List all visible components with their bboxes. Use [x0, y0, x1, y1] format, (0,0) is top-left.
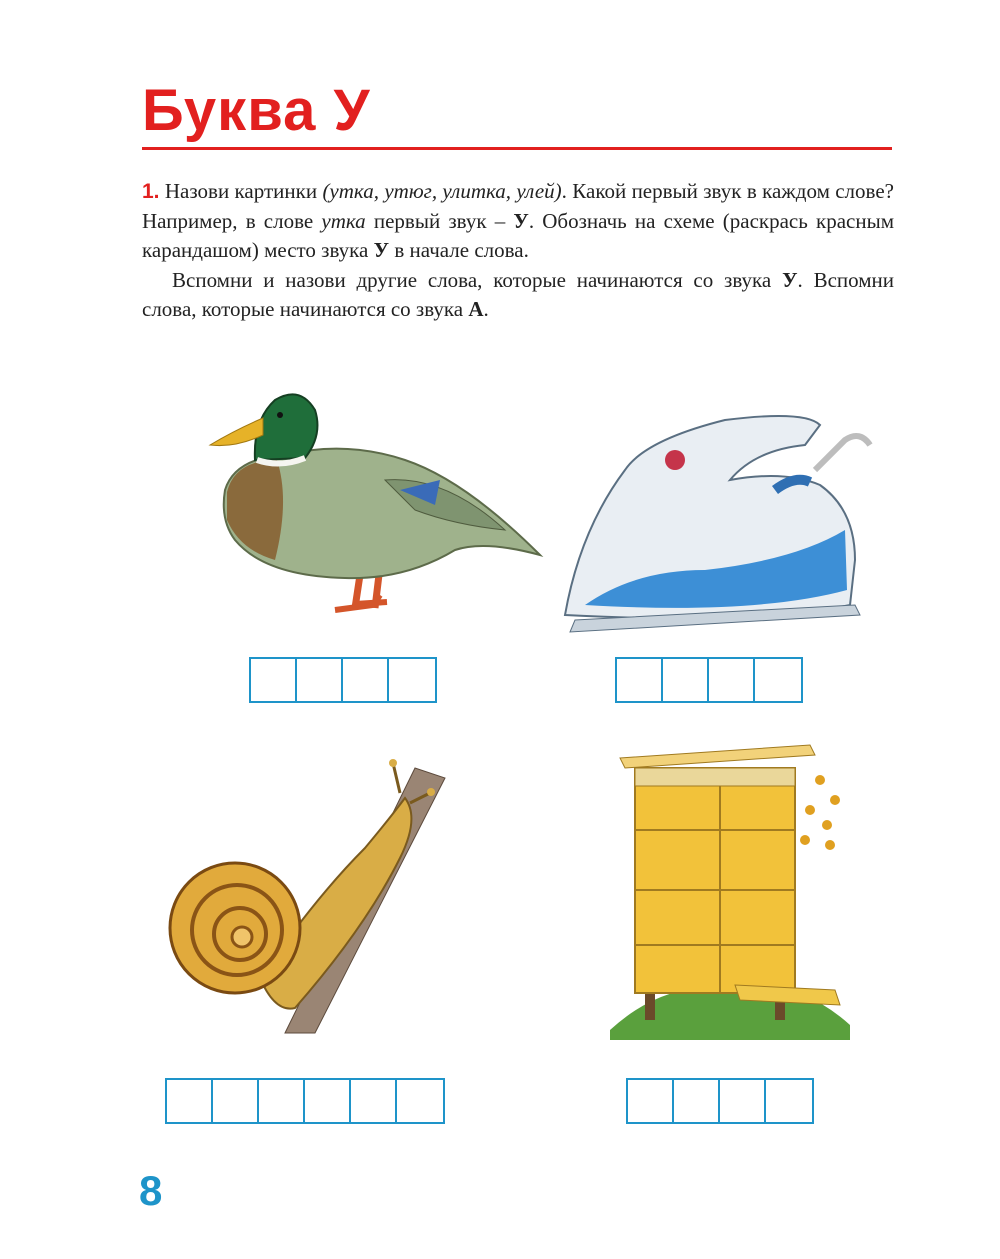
sound-scheme-utka [249, 657, 437, 703]
sound-cell[interactable] [617, 659, 663, 701]
sound-cell[interactable] [755, 659, 801, 701]
sound-cell[interactable] [709, 659, 755, 701]
sound-cell[interactable] [305, 1080, 351, 1122]
task-paragraph-2 [142, 266, 894, 325]
sound-cell[interactable] [213, 1080, 259, 1122]
sound-cell[interactable] [720, 1080, 766, 1122]
sound-cell[interactable] [674, 1080, 720, 1122]
duck-illustration [205, 380, 545, 620]
task-text: Вспомни и назови другие слова, которые начинаются со звука [172, 267, 783, 292]
task-text: . Вспомни слова, которые начинаются со звука [142, 267, 894, 321]
task-words: (утка, утюг, улитка, улей) [322, 179, 562, 203]
snail-illustration [165, 758, 455, 1038]
sound-cell[interactable] [251, 659, 297, 701]
sound-cell[interactable] [663, 659, 709, 701]
sound-scheme-ulitka [165, 1078, 445, 1124]
sound-cell[interactable] [259, 1080, 305, 1122]
task-number: 1. [142, 180, 160, 203]
sound-cell[interactable] [297, 659, 343, 701]
page-number: 8 [139, 1167, 163, 1214]
sound-cell[interactable] [389, 659, 435, 701]
task-text: . Какой первый звук в каждом слове? Например, в слове [142, 179, 894, 233]
task-1 [142, 177, 894, 325]
task-text: Назови картинки [159, 179, 323, 203]
sound-cell[interactable] [766, 1080, 812, 1122]
sound-letter: У [782, 267, 798, 292]
sound-letter: У [373, 238, 390, 262]
task-text: первый звук – [365, 208, 514, 233]
title-underline [142, 147, 892, 150]
sound-letter: А [468, 297, 484, 321]
sound-scheme-uley [626, 1078, 814, 1124]
task-text: . Обозначь на схеме (раскрась красным карандашом) место звука [142, 208, 894, 262]
sound-cell[interactable] [628, 1080, 674, 1122]
page-title: Буква У [142, 78, 371, 143]
sound-cell[interactable] [167, 1080, 213, 1122]
iron-illustration [555, 410, 885, 635]
task-text: в начале слова. [389, 238, 529, 262]
beehive-illustration [605, 740, 855, 1040]
task-paragraph-1 [142, 177, 894, 266]
sound-letter: У [513, 208, 529, 233]
sound-scheme-utyug [615, 657, 803, 703]
task-text: . [483, 297, 489, 321]
sound-cell[interactable] [351, 1080, 397, 1122]
sound-cell[interactable] [397, 1080, 443, 1122]
task-example-word: утка [321, 208, 366, 233]
sound-cell[interactable] [343, 659, 389, 701]
